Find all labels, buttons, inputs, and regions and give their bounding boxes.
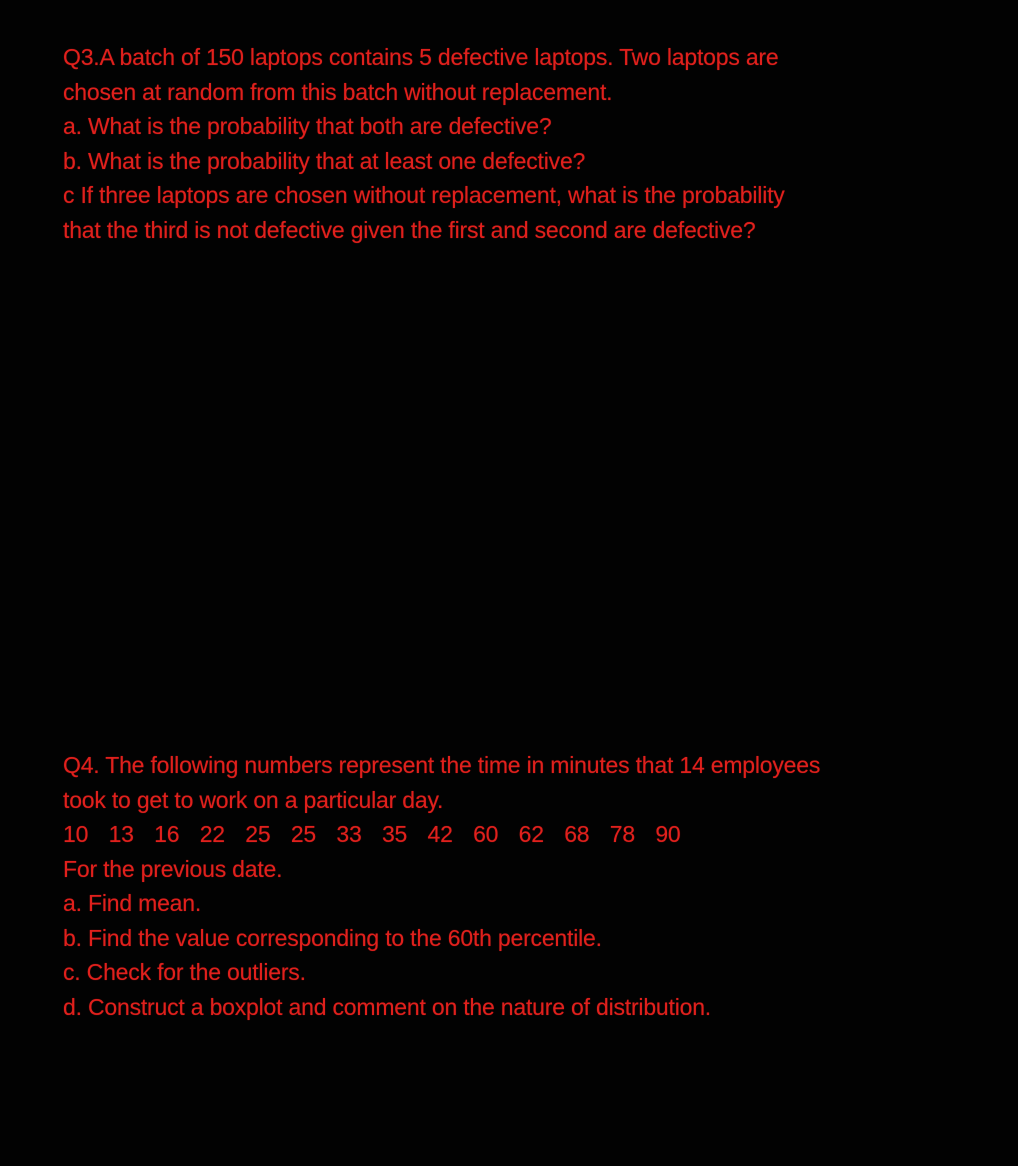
question-4	[63, 748, 983, 1024]
q3-stem-line-2: chosen at random from this batch without replacement.	[63, 78, 613, 105]
q4-part-b: b. Find the value corresponding to the 60th percentile.	[63, 924, 602, 951]
q4-part-d: d. Construct a boxplot and comment on the nature of distribution.	[63, 993, 711, 1020]
q4-stem-line-1: Q4. The following numbers represent the time in minutes that 14 employees	[63, 752, 821, 778]
q3-part-a: a. What is the probability that both are defective?	[63, 113, 552, 139]
q4-stem-line-2: took to get to work on a particular day.	[63, 786, 444, 813]
q4-context: For the previous date.	[63, 855, 283, 882]
q4-part-a: a. Find mean.	[63, 890, 202, 916]
q3-part-c-line-2: that the third is not defective given the first and second are defective?	[63, 216, 756, 243]
question-3	[63, 40, 963, 247]
q4-data-values: 10 13 16 22 25 25 33 35 42 60 62 68 78 90	[63, 821, 681, 847]
q4-part-c: c. Check for the outliers.	[63, 959, 306, 985]
q3-part-b: b. What is the probability that at least one defective?	[63, 147, 586, 174]
q3-stem-line-1: Q3.A batch of 150 laptops contains 5 defective laptops. Two laptops are	[63, 44, 779, 70]
q3-part-c-line-1: c If three laptops are chosen without replacement, what is the probability	[63, 182, 785, 208]
